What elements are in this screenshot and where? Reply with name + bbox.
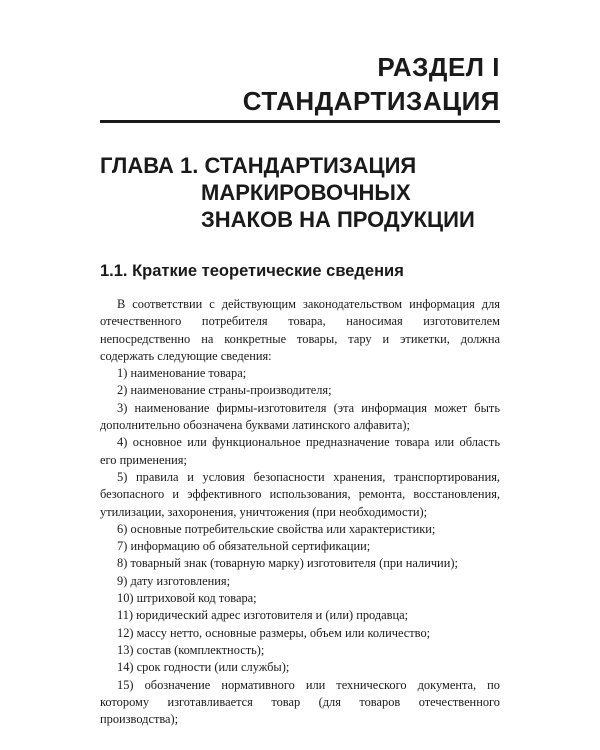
list-item-text: дату изготовления; (130, 573, 231, 588)
list-item-text: информацию об обязательной сертификации; (130, 539, 371, 554)
list-item-number: 12) (117, 625, 134, 640)
list-item-text: основное или функциональное предназначение товара или область его применения; (100, 435, 500, 467)
list-item-text: наименование фирмы-изготовителя (эта информация может быть дополнительно обозначена буквами латинского алфавита); (100, 400, 500, 433)
list-item-text: правила и условия безопасности хранения, транспортирования, безопасного и эффективного использования, ремонта, восстановления, утилизации, захоронения, уничтожения (при необходимости); (100, 469, 500, 519)
chapter-title-line-3: ЗНАКОВ НА ПРОДУКЦИИ (201, 207, 475, 232)
list-item (100, 573, 500, 590)
list-item-number: 10) (117, 591, 134, 606)
section-number: РАЗДЕЛ I (377, 52, 500, 82)
section-header (100, 50, 500, 123)
list-item (100, 642, 500, 659)
list-item-text: наименование страны-производителя; (130, 383, 332, 398)
list-item-text: обозначение нормативного или технического документа, по которому изготавливается товар (для товаров отечественного производства); (100, 677, 501, 727)
section-title: СТАНДАРТИЗАЦИЯ (242, 86, 500, 116)
list-item (100, 521, 500, 538)
list-item-number: 14) (117, 660, 134, 675)
list-item (100, 434, 500, 469)
list-item (100, 365, 500, 382)
list-item-text: основные потребительские свойства или характеристики; (130, 521, 436, 536)
section-divider (100, 120, 500, 123)
requirements-list (100, 365, 500, 728)
list-item-text: юридический адрес изготовителя и (или) продавца; (136, 608, 409, 623)
list-item-number: 11) (117, 608, 134, 623)
chapter-title-line-2: МАРКИРОВОЧНЫХ (201, 180, 411, 205)
list-item-text: массу нетто, основные размеры, объем или количество; (136, 625, 431, 640)
list-item-number: 15) (117, 677, 134, 692)
list-item-number: 4) (117, 435, 128, 450)
list-item (100, 607, 500, 624)
list-item-number: 6) (117, 521, 128, 536)
list-item-number: 13) (117, 642, 134, 657)
intro-paragraph: В соответствии с действующим законодательством информация для отечественного потребителя товара, наносимая изготовителем непосредственно на конкретные товары, тару и этикетки, должна содержать следующие сведения: (100, 297, 500, 363)
list-item (100, 625, 500, 642)
list-item (100, 382, 500, 399)
body-text (100, 296, 500, 728)
list-item-number: 9) (117, 573, 128, 588)
subsection-title: 1.1. Краткие теоретические сведения (100, 262, 404, 280)
list-item-number: 3) (117, 400, 128, 415)
list-item (100, 677, 500, 729)
list-item-number: 8) (117, 556, 128, 571)
list-item (100, 555, 500, 572)
list-item (100, 590, 500, 607)
list-item-number: 2) (117, 383, 128, 398)
list-item-text: срок годности (или службы); (136, 660, 290, 675)
chapter-title-line-1: ГЛАВА 1. СТАНДАРТИЗАЦИЯ (100, 153, 417, 178)
list-item-number: 7) (117, 539, 128, 554)
list-item-text: штриховой код товара; (136, 591, 257, 606)
list-item (100, 659, 500, 676)
list-item-number: 1) (117, 366, 128, 381)
list-item-number: 5) (117, 469, 128, 484)
list-item-text: товарный знак (товарную марку) изготовителя (при наличии); (130, 556, 458, 571)
list-item (100, 469, 500, 521)
list-item (100, 400, 500, 435)
list-item-text: состав (комплектность); (136, 642, 265, 657)
chapter-header (100, 152, 520, 233)
list-item (100, 538, 500, 555)
list-item-text: наименование товара; (130, 366, 247, 381)
